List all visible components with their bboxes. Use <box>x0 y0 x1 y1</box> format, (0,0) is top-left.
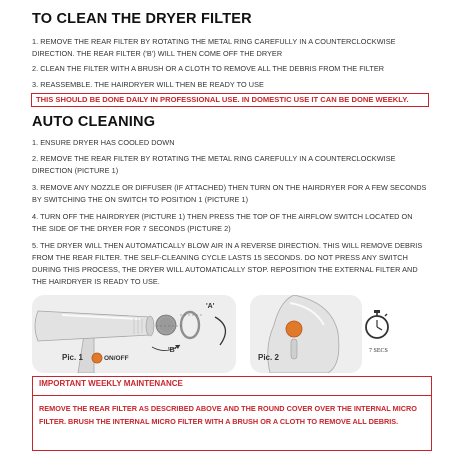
auto-step-4: 4. TURN OFF THE HAIRDRYER (PICTURE 1) THEN PRESS THE TOP OF THE AIRFLOW SWITCH LOCATED ON THE SIDE OF THE DRYER FOR 7 SECONDS (PICTURE 2) <box>32 212 413 233</box>
picture-2 <box>250 295 362 373</box>
on-off-label: ON/OFF <box>104 355 129 362</box>
part-a-label: 'A' <box>206 303 215 310</box>
stopwatch-icon <box>364 310 390 340</box>
weekly-maintenance-box <box>32 376 432 451</box>
maintenance-body: REMOVE THE REAR FILTER AS DESCRIBED ABOVE AND THE ROUND COVER OVER THE INTERNAL MICRO FILTER. BRUSH THE INTERNAL MICRO FILTER WITH A BRUSH OR A CLOTH TO REMOVE ALL DEBRIS. <box>39 404 417 426</box>
maintenance-divider <box>33 395 431 396</box>
maintenance-title: IMPORTANT WEEKLY MAINTENANCE <box>39 379 183 388</box>
clean-filter-heading: TO CLEAN THE DRYER FILTER <box>32 11 252 27</box>
pic-2-label: Pic. 2 <box>258 353 279 362</box>
auto-step-3: 3. REMOVE ANY NOZZLE OR DIFFUSER (IF ATTACHED) THEN TURN ON THE HAIRDRYER FOR A FEW SECONDS BY SWITCHING THE ON SWITCH TO POSITION 1 (PICTURE 1) <box>32 183 427 204</box>
auto-cleaning-heading: AUTO CLEANING <box>32 114 156 130</box>
clean-step-3: 3. REASSEMBLE. THE HAIRDRYER WILL THEN BE READY TO USE <box>32 80 264 89</box>
picture-1 <box>32 295 236 373</box>
part-b-label: 'B' <box>168 347 177 354</box>
auto-step-1: 1. ENSURE DRYER HAS COOLED DOWN <box>32 138 175 147</box>
auto-step-5: 5. THE DRYER WILL THEN AUTOMATICALLY BLOW AIR IN A REVERSE DIRECTION. THIS WILL REMOVE DEBRIS FROM THE REAR FILTER. THE SELF-CLEANING CYCLE LASTS 15 SECONDS. DO NOT PRESS ANY SWITCH DURING THIS PROCESS, THE DRYER WILL AUTOMATICALLY STOP. REPOSITION THE EXTERNAL FILTER AND THE HAIRDRYER IS READY TO USE. <box>32 241 423 286</box>
auto-step-2: 2. REMOVE THE REAR FILTER BY ROTATING THE METAL RING CAREFULLY IN A COUNTERCLOCKWISE DIRECTION (PICTURE 1) <box>32 154 396 175</box>
pic-1-label: Pic. 1 <box>62 353 83 362</box>
clean-step-1: 1. REMOVE THE REAR FILTER BY ROTATING THE METAL RING CAREFULLY IN A COUNTERCLOCKWISE DIRECTION. THE REAR FILTER ('B') WILL THEN COME OFF THE DRYER <box>32 37 396 58</box>
clean-step-2: 2. CLEAN THE FILTER WITH A BRUSH OR A CLOTH TO REMOVE ALL THE DEBRIS FROM THE FILTER <box>32 64 385 73</box>
timer-label: 7 SECS <box>369 348 388 354</box>
usage-notice: THIS SHOULD BE DONE DAILY IN PROFESSIONAL USE. IN DOMESTIC USE IT CAN BE DONE WEEKLY. <box>31 93 429 107</box>
